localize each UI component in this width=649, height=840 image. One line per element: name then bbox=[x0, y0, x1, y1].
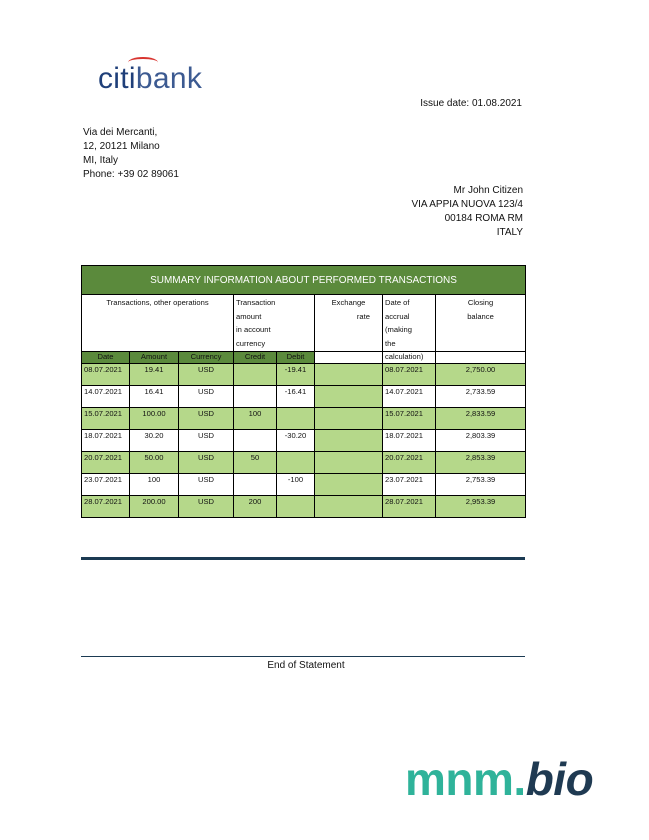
subheader-date: Date bbox=[82, 352, 130, 364]
subheader-empty bbox=[436, 352, 526, 364]
table-row bbox=[82, 430, 526, 452]
cell-date: 28.07.2021 bbox=[82, 496, 130, 518]
issue-date: Issue date: 01.08.2021 bbox=[420, 98, 522, 109]
cell-exchange-rate bbox=[315, 408, 383, 430]
watermark-bio: bio bbox=[525, 753, 594, 805]
logo-bank: bank bbox=[135, 62, 203, 95]
cell-currency: USD bbox=[179, 430, 234, 452]
header-exchange-line: Exchange bbox=[331, 298, 366, 307]
customer-city: 00184 ROMA RM bbox=[444, 213, 523, 224]
cell-date: 14.07.2021 bbox=[82, 386, 130, 408]
bank-address-line: MI, Italy bbox=[83, 155, 119, 166]
cell-currency: USD bbox=[179, 386, 234, 408]
cell-accrual-date: 14.07.2021 bbox=[383, 386, 436, 408]
cell-date: 18.07.2021 bbox=[82, 430, 130, 452]
cell-credit bbox=[234, 430, 277, 452]
divider-thin bbox=[81, 656, 525, 657]
cell-currency: USD bbox=[179, 452, 234, 474]
transactions-table bbox=[81, 265, 526, 518]
table-row bbox=[82, 496, 526, 518]
cell-exchange-rate bbox=[315, 386, 383, 408]
cell-amount: 200.00 bbox=[130, 496, 179, 518]
table-row bbox=[82, 408, 526, 430]
customer-address bbox=[411, 184, 523, 240]
header-amount bbox=[234, 295, 315, 352]
watermark-dot: . bbox=[513, 753, 526, 805]
cell-exchange-rate bbox=[315, 364, 383, 386]
cell-amount: 19.41 bbox=[130, 364, 179, 386]
cell-debit: -100 bbox=[277, 474, 315, 496]
watermark-mnm: mnm bbox=[405, 753, 514, 805]
citibank-logo bbox=[98, 62, 202, 96]
subheader-credit: Credit bbox=[234, 352, 277, 364]
table-title: SUMMARY INFORMATION ABOUT PERFORMED TRANSACTIONS bbox=[82, 266, 526, 295]
table-row bbox=[82, 386, 526, 408]
header-amount-line: amount bbox=[236, 311, 262, 321]
subheader-amount: Amount bbox=[130, 352, 179, 364]
cell-balance: 2,733.59 bbox=[436, 386, 526, 408]
cell-accrual-date: 20.07.2021 bbox=[383, 452, 436, 474]
cell-credit: 50 bbox=[234, 452, 277, 474]
cell-date: 15.07.2021 bbox=[82, 408, 130, 430]
cell-debit bbox=[277, 408, 315, 430]
bank-phone: Phone: +39 02 89061 bbox=[83, 169, 179, 180]
header-exchange bbox=[315, 295, 383, 352]
cell-currency: USD bbox=[179, 474, 234, 496]
cell-debit bbox=[277, 496, 315, 518]
cell-debit bbox=[277, 452, 315, 474]
cell-date: 08.07.2021 bbox=[82, 364, 130, 386]
cell-currency: USD bbox=[179, 496, 234, 518]
header-accrual-line: accrual bbox=[385, 311, 410, 321]
transactions-body bbox=[82, 364, 526, 518]
cell-amount: 100.00 bbox=[130, 408, 179, 430]
bank-address-line: Via dei Mercanti, bbox=[83, 127, 158, 138]
header-amount-line: Transaction bbox=[236, 298, 276, 307]
bank-address-line: 12, 20121 Milano bbox=[83, 141, 160, 152]
subheader-currency: Currency bbox=[179, 352, 234, 364]
header-balance-line: balance bbox=[467, 311, 494, 321]
table-row bbox=[82, 474, 526, 496]
cell-exchange-rate bbox=[315, 474, 383, 496]
watermark bbox=[405, 752, 593, 806]
cell-credit bbox=[234, 364, 277, 386]
header-accrual bbox=[383, 295, 436, 352]
cell-date: 20.07.2021 bbox=[82, 452, 130, 474]
header-amount-line: currency bbox=[236, 338, 266, 348]
cell-accrual-date: 15.07.2021 bbox=[383, 408, 436, 430]
cell-balance: 2,833.59 bbox=[436, 408, 526, 430]
cell-debit: -16.41 bbox=[277, 386, 315, 408]
table-row bbox=[82, 364, 526, 386]
cell-balance: 2,953.39 bbox=[436, 496, 526, 518]
table-row bbox=[82, 452, 526, 474]
cell-credit: 100 bbox=[234, 408, 277, 430]
cell-debit: -19.41 bbox=[277, 364, 315, 386]
cell-date: 23.07.2021 bbox=[82, 474, 130, 496]
divider-thick bbox=[81, 557, 525, 560]
cell-accrual-date: 28.07.2021 bbox=[383, 496, 436, 518]
customer-name: Mr John Citizen bbox=[453, 185, 523, 196]
customer-country: ITALY bbox=[496, 227, 523, 238]
cell-exchange-rate bbox=[315, 430, 383, 452]
cell-accrual-date: 08.07.2021 bbox=[383, 364, 436, 386]
cell-balance: 2,853.39 bbox=[436, 452, 526, 474]
cell-amount: 50.00 bbox=[130, 452, 179, 474]
cell-exchange-rate bbox=[315, 496, 383, 518]
cell-credit bbox=[234, 474, 277, 496]
header-accrual-line: (making bbox=[385, 325, 413, 334]
customer-street: VIA APPIA NUOVA 123/4 bbox=[411, 199, 523, 210]
cell-accrual-date: 18.07.2021 bbox=[383, 430, 436, 452]
cell-amount: 30.20 bbox=[130, 430, 179, 452]
cell-balance: 2,753.39 bbox=[436, 474, 526, 496]
cell-balance: 2,803.39 bbox=[436, 430, 526, 452]
cell-amount: 16.41 bbox=[130, 386, 179, 408]
header-accrual-line: the bbox=[385, 338, 396, 348]
header-operations: Transactions, other operations bbox=[82, 295, 234, 352]
header-exchange-line: rate bbox=[356, 311, 370, 321]
subheader-empty bbox=[315, 352, 383, 364]
bank-address bbox=[83, 126, 179, 182]
cell-exchange-rate bbox=[315, 452, 383, 474]
header-accrual-line: Date of bbox=[385, 298, 410, 307]
header-balance bbox=[436, 295, 526, 352]
logo-citi: citi bbox=[98, 62, 136, 95]
cell-currency: USD bbox=[179, 364, 234, 386]
header-balance-line: Closing bbox=[467, 298, 494, 307]
cell-credit bbox=[234, 386, 277, 408]
cell-amount: 100 bbox=[130, 474, 179, 496]
cell-currency: USD bbox=[179, 408, 234, 430]
logo-arc bbox=[128, 57, 158, 68]
subheader-debit: Debit bbox=[277, 352, 315, 364]
header-accrual-last: calculation) bbox=[383, 352, 436, 364]
cell-accrual-date: 23.07.2021 bbox=[383, 474, 436, 496]
cell-balance: 2,750.00 bbox=[436, 364, 526, 386]
cell-debit: -30.20 bbox=[277, 430, 315, 452]
cell-credit: 200 bbox=[234, 496, 277, 518]
header-amount-line: in account bbox=[236, 325, 271, 334]
end-of-statement: End of Statement bbox=[267, 660, 345, 671]
